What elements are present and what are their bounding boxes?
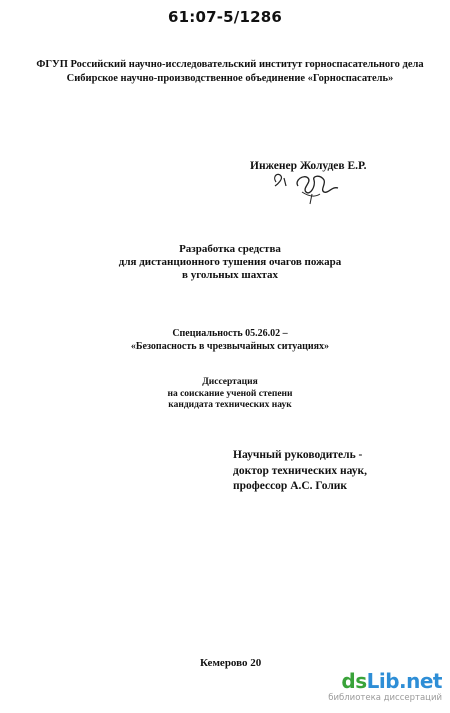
specialty-block bbox=[80, 328, 380, 353]
degree-line-2: на соискание ученой степени bbox=[167, 388, 293, 399]
supervisor-line-2: доктор технических наук, bbox=[233, 464, 367, 477]
supervisor-line-3: профессор А.С. Голик bbox=[233, 480, 348, 492]
logo-ds: ds bbox=[341, 669, 367, 693]
organization-header bbox=[30, 58, 430, 86]
degree-line-3: кандидата технических наук bbox=[168, 400, 292, 410]
organization-line-2: Сибирское научно-производственное объединение «Горноспасатель» bbox=[66, 73, 394, 84]
city-year: Кемерово 20 bbox=[200, 657, 262, 669]
organization-line-1: ФГУП Российский научно-исследовательский институт горноспасательного дела bbox=[36, 59, 424, 70]
degree-block bbox=[80, 377, 380, 412]
supervisor-line-1: Научный руководитель - bbox=[233, 449, 363, 461]
title-line-2: для дистанционного тушения очагов пожара bbox=[118, 256, 342, 268]
title-line-3: в угольных шахтах bbox=[182, 269, 278, 281]
degree-line-1: Диссертация bbox=[202, 377, 258, 387]
dslib-watermark[interactable] bbox=[322, 670, 442, 710]
supervisor-block bbox=[233, 448, 367, 495]
author-name: Инженер Жолудев Е.Р. bbox=[250, 160, 367, 172]
logo-net: .net bbox=[399, 669, 442, 693]
dslib-logo[interactable] bbox=[341, 670, 442, 692]
dissertation-title bbox=[80, 243, 380, 282]
watermark-subtitle: библиотека диссертаций bbox=[328, 693, 442, 703]
handwritten-signature bbox=[268, 164, 348, 206]
logo-lib: Lib bbox=[366, 669, 400, 693]
archive-number: 61:07-5/1286 bbox=[167, 8, 283, 26]
specialty-line-2: «Безопасность в чрезвычайных ситуациях» bbox=[130, 340, 330, 352]
specialty-line-1: Специальность 05.26.02 – bbox=[172, 328, 288, 339]
title-line-1: Разработка средства bbox=[179, 243, 281, 255]
